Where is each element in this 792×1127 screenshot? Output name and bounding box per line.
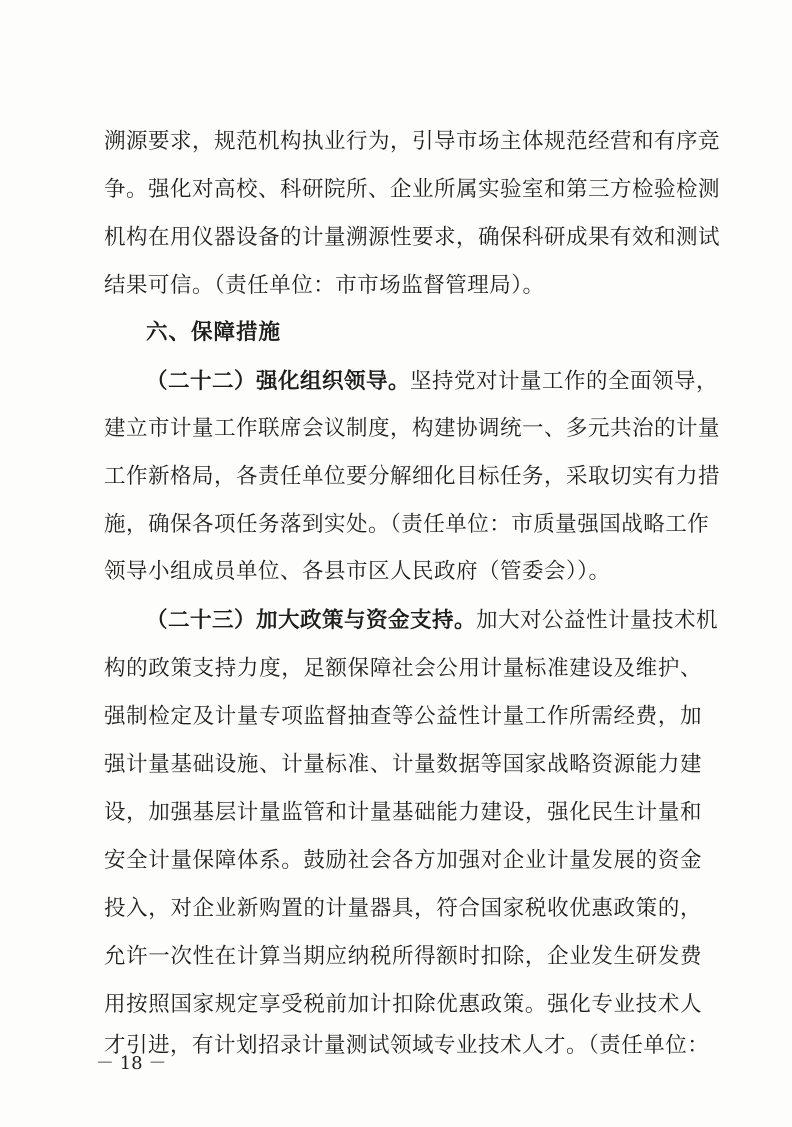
- body-line: 构的政策支持力度，足额保障社会公用计量标准建设及维护、: [104, 656, 702, 681]
- body-line: 施，确保各项任务落到实处。（责任单位：市质量强国战略工作: [104, 512, 710, 537]
- body-line: 领导小组成员单位、各县市区人民政府（管委会））。: [104, 559, 611, 584]
- body-line: 允许一次性在计算当期应纳税所得额时扣除，企业发生研发费: [104, 944, 702, 969]
- body-line: 强制检定及计量专项监督抽查等公益性计量工作所需经费，加: [104, 704, 702, 729]
- body-line: 投入，对企业新购置的计量器具，符合国家税收优惠政策的，: [104, 896, 702, 921]
- body-line: 用按照国家规定享受税前加计扣除优惠政策。强化专业技术人: [104, 992, 702, 1017]
- body-line: 机构在用仪器设备的计量溯源性要求，确保科研成果有效和测试: [104, 225, 721, 250]
- body-line: 才引进，有计划招录计量测试领域专业技术人才。（责任单位：: [104, 1033, 710, 1058]
- body-line: 争。强化对高校、科研院所、企业所属实验室和第三方检验检测: [104, 177, 721, 202]
- body-line: 结果可信。（责任单位：市市场监督管理局）。: [104, 273, 545, 298]
- body-line: 安全计量保障体系。鼓励社会各方加强对企业计量发展的资金: [104, 848, 702, 873]
- body-line: 工作新格局，各责任单位要分解细化目标任务，采取切实有力措: [104, 464, 721, 489]
- item-22-title: （二十二）强化组织领导。: [146, 369, 411, 394]
- body-line: 溯源要求，规范机构执业行为，引导市场主体规范经营和有序竞: [104, 129, 721, 154]
- section-heading: 六、保障措施: [146, 320, 282, 345]
- page-number: － 18 －: [96, 1053, 167, 1074]
- body-line: 建立市计量工作联席会议制度，构建协调统一、多元共治的计量: [104, 416, 721, 441]
- item-22-first-line-text: 坚持党对计量工作的全面领导，: [410, 369, 719, 394]
- item-23-first-line-text: 加大对公益性计量技术机: [476, 608, 719, 633]
- item-22-first-line: [146, 362, 719, 402]
- body-line: 强计量基础设施、计量标准、计量数据等国家战略资源能力建: [104, 752, 702, 777]
- item-23-first-line: [146, 601, 719, 641]
- item-23-title: （二十三）加大政策与资金支持。: [146, 608, 477, 633]
- body-line: 设，加强基层计量监管和计量基础能力建设，强化民生计量和: [104, 800, 702, 825]
